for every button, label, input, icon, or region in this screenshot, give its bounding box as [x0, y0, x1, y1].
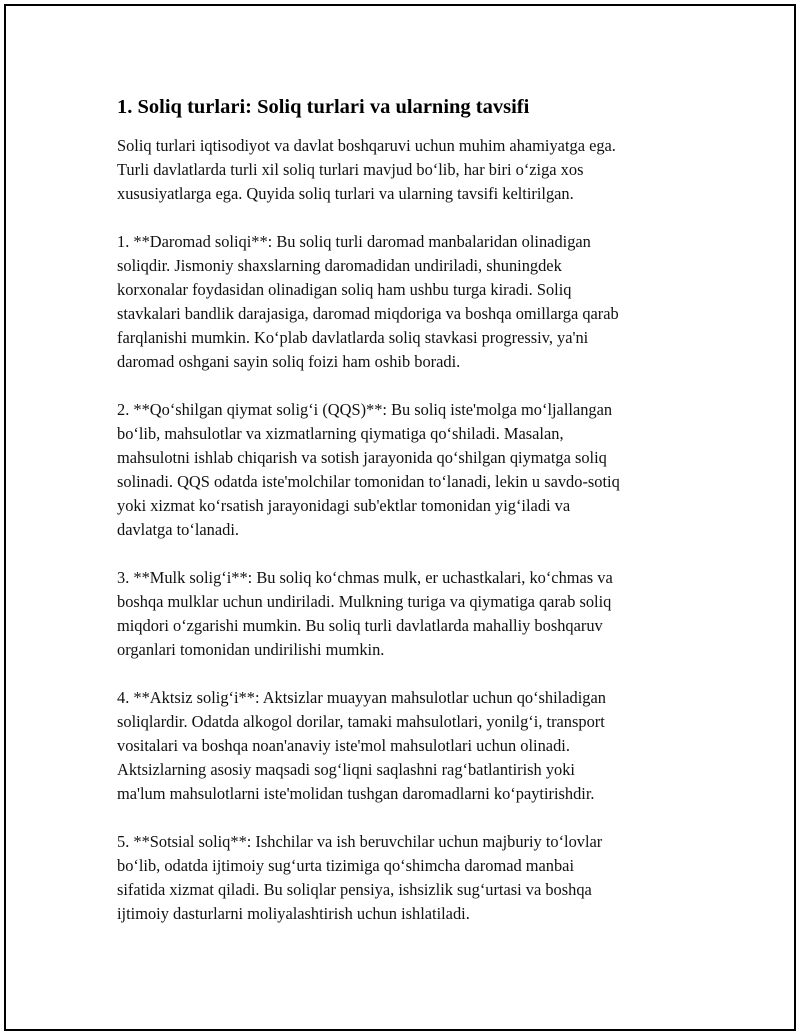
paragraph-line: xususiyatlarga ega. Quyida soliq turlari va ularning tavsifi keltirilgan. [117, 184, 574, 203]
income-tax-paragraph [117, 230, 689, 374]
paragraph-line: Soliq turlari iqtisodiyot va davlat boshqaruvi uchun muhim ahamiyatga ega. [117, 136, 616, 155]
paragraph-line: solinadi. QQS odatda iste'molchilar tomonidan to‘lanadi, lekin u savdo-sotiq [117, 472, 620, 491]
paragraph-line: boshqa mulklar uchun undiriladi. Mulkning turiga va qiymatiga qarab soliq [117, 592, 612, 611]
paragraph-line: bo‘lib, odatda ijtimoiy sug‘urta tizimiga qo‘shimcha daromad manbai [117, 856, 575, 875]
paragraph-line: soliqdir. Jismoniy shaxslarning daromadidan undiriladi, shuningdek [117, 256, 562, 275]
paragraph-line: 3. **Mulk solig‘i**: Bu soliq ko‘chmas mulk, er uchastkalari, ko‘chmas va [117, 568, 613, 587]
paragraph-line: 5. **Sotsial soliq**: Ishchilar va ish beruvchilar uchun majburiy to‘lovlar [117, 832, 603, 851]
paragraph-line: organlari tomonidan undirilishi mumkin. [117, 640, 385, 659]
paragraph-line: Turli davlatlarda turli xil soliq turlari mavjud bo‘lib, har biri o‘ziga xos [117, 160, 584, 179]
paragraph-line: vositalari va boshqa noan'anaviy iste'mol mahsulotlari uchun olinadi. [117, 736, 570, 755]
social-tax-paragraph [117, 830, 689, 926]
paragraph-line: yoki xizmat ko‘rsatish jarayonidagi sub'ektlar tomonidan yig‘iladi va [117, 496, 571, 515]
paragraph-line: davlatga to‘lanadi. [117, 520, 239, 539]
paragraph-line: sifatida xizmat qiladi. Bu soliqlar pensiya, ishsizlik sug‘urtasi va boshqa [117, 880, 592, 899]
paragraph-line: soliqlardir. Odatda alkogol dorilar, tamaki mahsulotlari, yonilg‘i, transport [117, 712, 605, 731]
paragraph-line: Aktsizlarning asosiy maqsadi sog‘liqni saqlashni rag‘batlantirish yoki [117, 760, 575, 779]
paragraph-line: korxonalar foydasidan olinadigan soliq ham ushbu turga kiradi. Soliq [117, 280, 572, 299]
paragraph-line: 2. **Qo‘shilgan qiymat solig‘i (QQS)**: Bu soliq iste'molga mo‘ljallangan [117, 400, 613, 419]
paragraph-line: daromad oshgani sayin soliq foizi ham oshib boradi. [117, 352, 461, 371]
excise-tax-paragraph [117, 686, 689, 806]
paragraph-line: bo‘lib, mahsulotlar va xizmatlarning qiymatiga qo‘shiladi. Masalan, [117, 424, 564, 443]
intro-paragraph [117, 134, 689, 206]
paragraph-line: farqlanishi mumkin. Ko‘plab davlatlarda soliq stavkasi progressiv, ya'ni [117, 328, 589, 347]
paragraph-line: miqdori o‘zgarishi mumkin. Bu soliq turli davlatlarda mahalliy boshqaruv [117, 616, 603, 635]
paragraph-line: mahsulotni ishlab chiqarish va sotish jarayonida qo‘shilgan qiymatga soliq [117, 448, 607, 467]
document-body [117, 92, 689, 926]
vat-paragraph [117, 398, 689, 542]
paragraph-line: ijtimoiy dasturlarni moliyalashtirish uchun ishlatiladi. [117, 904, 470, 923]
property-tax-paragraph [117, 566, 689, 662]
paragraph-line: ma'lum mahsulotlarni iste'molidan tushgan daromadlarni ko‘paytirishdir. [117, 784, 595, 803]
paragraph-line: 1. **Daromad soliqi**: Bu soliq turli daromad manbalaridan olinadigan [117, 232, 591, 251]
paragraph-line: stavkalari bandlik darajasiga, daromad miqdoriga va boshqa omillarga qarab [117, 304, 619, 323]
section-heading: 1. Soliq turlari: Soliq turlari va ularning tavsifi [117, 96, 530, 118]
paragraph-line: 4. **Aktsiz solig‘i**: Aktsizlar muayyan mahsulotlar uchun qo‘shiladigan [117, 688, 606, 707]
